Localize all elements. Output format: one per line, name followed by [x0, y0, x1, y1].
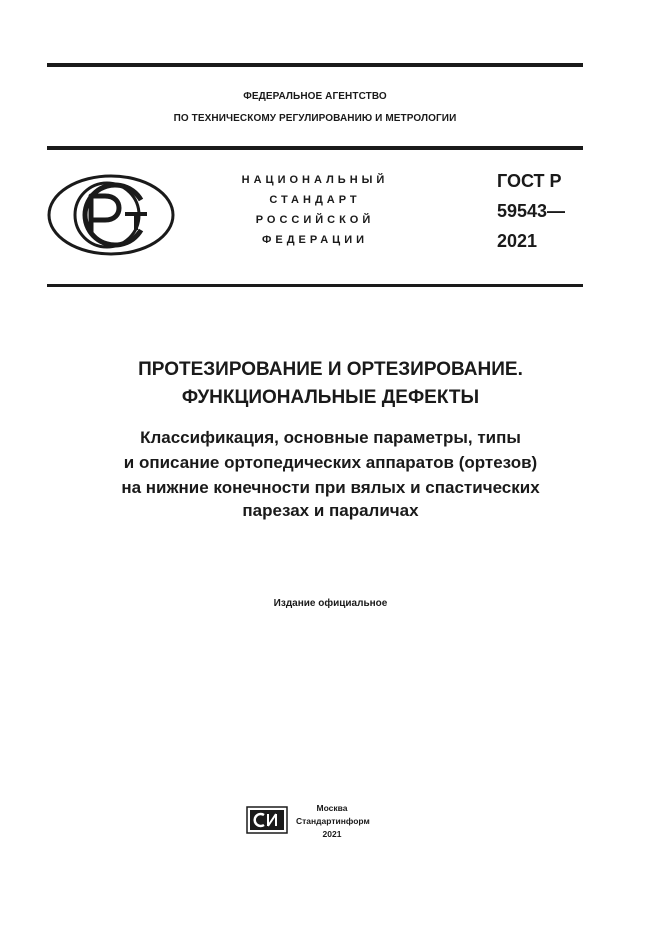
- national-standard-line-1: НАЦИОНАЛЬНЫЙ: [241, 174, 389, 186]
- document-title-line-2: ФУНКЦИОНАЛЬНЫЕ ДЕФЕКТЫ: [181, 387, 480, 408]
- document-subtitle-line-1: Классификация, основные параметры, типы: [140, 428, 521, 447]
- national-standard-line-4: ФЕДЕРАЦИИ: [261, 234, 369, 246]
- edition-label: Издание официальное: [273, 598, 388, 609]
- national-standard-line-2: СТАНДАРТ: [269, 194, 361, 206]
- top-rule: [47, 63, 583, 67]
- agency-line-2: ПО ТЕХНИЧЕСКОМУ РЕГУЛИРОВАНИЮ И МЕТРОЛОГИИ: [173, 113, 457, 124]
- gost-designation-line-2: 59543—: [497, 201, 566, 221]
- bottom-rule: [47, 284, 583, 287]
- document-title-line-1: ПРОТЕЗИРОВАНИЕ И ОРТЕЗИРОВАНИЕ.: [138, 359, 523, 380]
- document-subtitle-line-3: на нижние конечности при вялых и спастических: [121, 478, 540, 497]
- national-standard-line-3: РОССИЙСКОЙ: [255, 214, 375, 226]
- standartinform-logo-icon: [246, 806, 288, 834]
- publisher-year: 2021: [322, 829, 342, 839]
- agency-line-1: ФЕДЕРАЛЬНОЕ АГЕНТСТВО: [243, 91, 387, 102]
- publisher-name: Стандартинформ: [296, 816, 370, 826]
- rst-certification-mark-icon: [47, 174, 175, 256]
- middle-rule: [47, 146, 583, 150]
- gost-designation-line-3: 2021: [497, 231, 538, 251]
- document-subtitle-line-4: парезах и параличах: [242, 501, 419, 520]
- gost-designation-line-1: ГОСТ Р: [497, 171, 562, 191]
- publisher-city: Москва: [316, 803, 348, 813]
- document-subtitle-line-2: и описание ортопедических аппаратов (ортезов): [123, 453, 538, 472]
